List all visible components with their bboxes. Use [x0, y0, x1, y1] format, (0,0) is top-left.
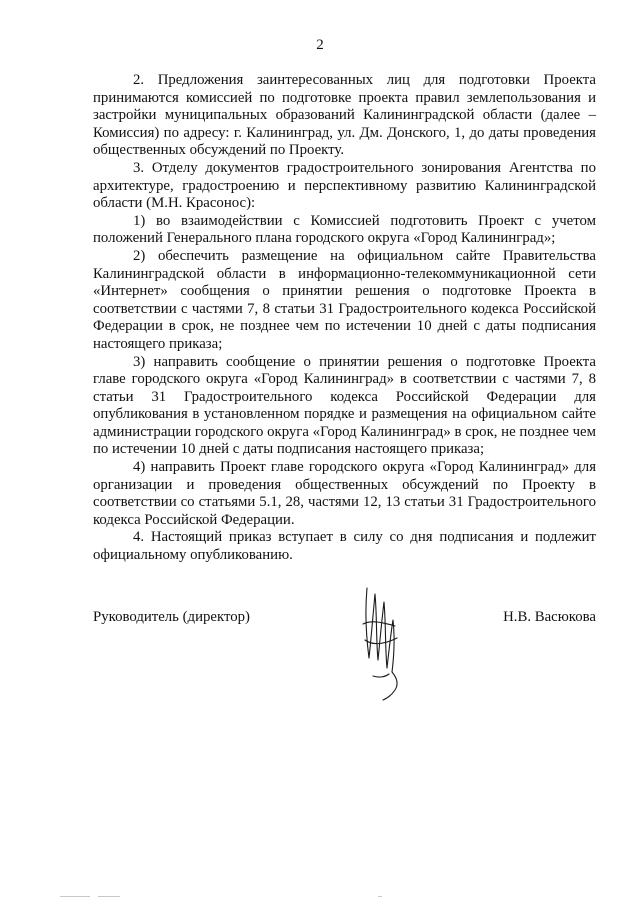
- subitem-1-prepare-project: 1) во взаимодействии с Комиссией подготовить Проект с учетом положений Генерального плана городского округа «Город Калининград»;: [93, 212, 596, 247]
- page-number: 2: [316, 37, 324, 53]
- subitem-2-publish-website: 2) обеспечить размещение на официальном сайте Правительства Калининградской области в информационно-телекоммуникационной сети «Интернет» сообщения о принятии решения о подготовке Проекта в соответствии с частями 7, 8 статьи 31 Градостроительного кодекса Российской Федерации в срок, не позднее чем по истечении 10 дней с даты подписания настоящего приказа;: [93, 247, 596, 352]
- signatory-title: Руководитель (директор): [93, 609, 250, 625]
- document-body: [93, 72, 596, 565]
- handwritten-signature-icon: [345, 580, 415, 705]
- paragraph-item-2-proposals: 2. Предложения заинтересованных лиц для подготовки Проекта принимаются комиссией по подготовке проекта правил землепользования и застройки муниципальных образований Калининградской области (далее – Комиссия) по адресу: г. Калининград, ул. Дм. Донского, 1, до даты проведения общественных обсуждений по Проекту.: [93, 72, 596, 159]
- subitem-4-send-project: 4) направить Проект главе городского округа «Город Калининград» для организации и проведения общественных обсуждений по Проекту в соответствии со статьями 5.1, 28, частями 12, 13 статьи 31 Градостроительного кодекса Российской Федерации.: [93, 459, 596, 528]
- paragraph-item-4-effective: 4. Настоящий приказ вступает в силу со дня подписания и подлежит официальному опубликованию.: [93, 529, 596, 564]
- signatory-name: Н.В. Васюкова: [503, 609, 596, 625]
- scan-artifact-marks: [60, 893, 540, 899]
- paragraph-item-3-department: 3. Отделу документов градостроительного зонирования Агентства по архитектуре, градостроению и перспективному развитию Калининградской области (М.Н. Красонос):: [93, 159, 596, 212]
- subitem-3-send-message: 3) направить сообщение о принятии решения о подготовке Проекта главе городского округа «Город Калининград» в соответствии с частями 7, 8 статьи 31 Градостроительного кодекса Российской Федерации для опубликования в установленном порядке и размещения на официальном сайте администрации городского округа «Город Калининград» в срок, не позднее чем по истечении 10 дней с даты подписания настоящего приказа;: [93, 353, 596, 458]
